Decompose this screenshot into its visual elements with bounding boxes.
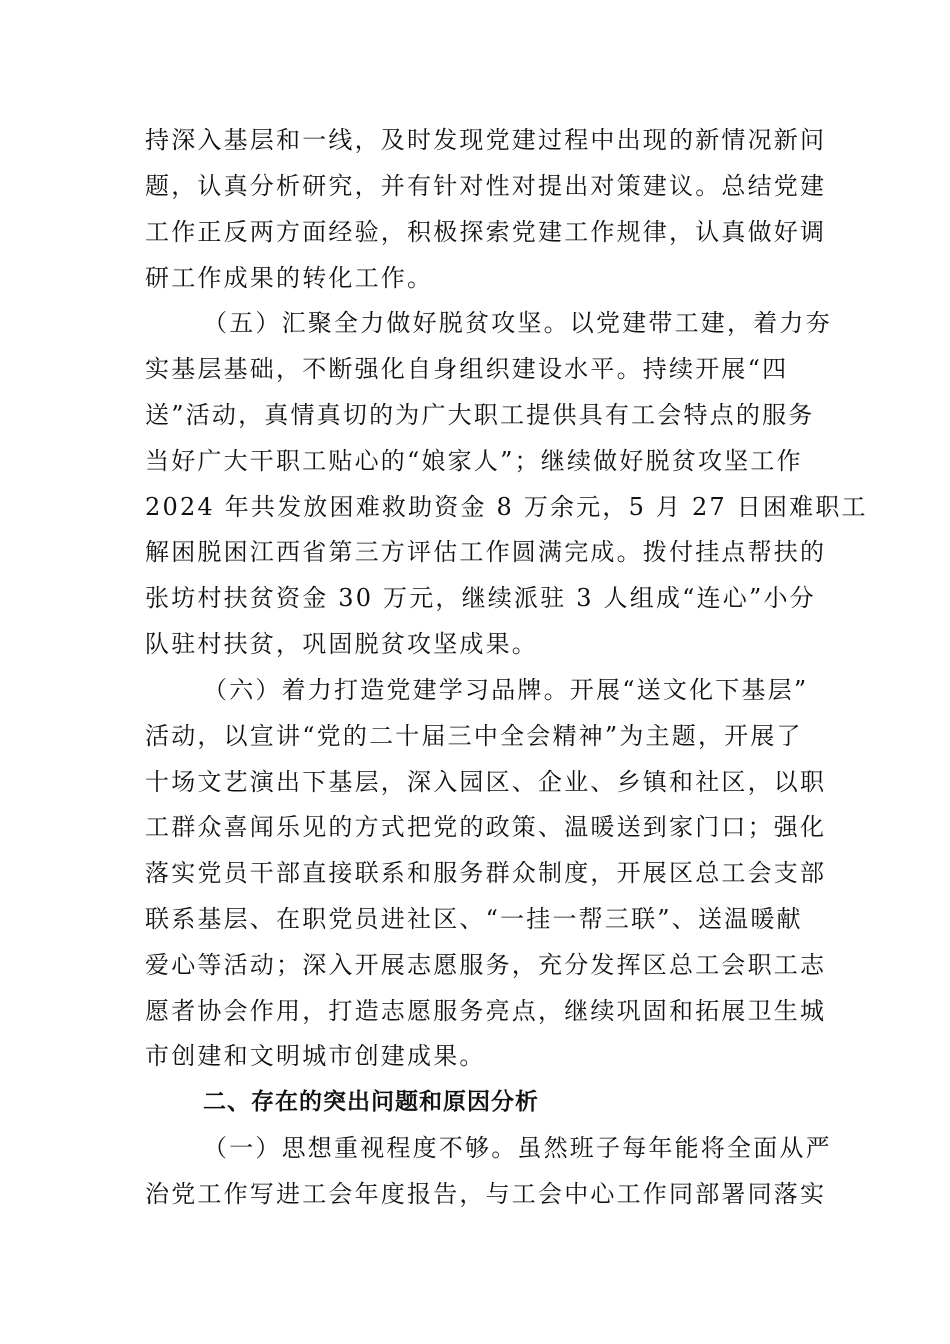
- text-line: 2024 年共发放困难救助资金 8 万余元，5 月 27 日困难职工: [145, 493, 868, 521]
- text-line: 题，认真分析研究，并有针对性对提出对策建议。总结党建: [145, 172, 827, 200]
- text-line: 工群众喜闻乐见的方式把党的政策、温暖送到家门口；强化: [145, 813, 827, 841]
- text-line: 爱心等活动；深入开展志愿服务，充分发挥区总工会职工志: [145, 951, 827, 979]
- text-line: 落实党员干部直接联系和服务群众制度，开展区总工会支部: [145, 859, 827, 887]
- section-five-first-line: （五）汇聚全力做好脱贫攻坚。以党建带工建，着力夯: [203, 309, 832, 337]
- text-line: 当好广大干职工贴心的“娘家人”；继续做好脱贫攻坚工作: [145, 447, 803, 475]
- section-six-first-line: （六）着力打造党建学习品牌。开展“送文化下基层”: [203, 676, 809, 704]
- text-line: 送”活动，真情真切的为广大职工提供具有工会特点的服务: [145, 401, 815, 429]
- text-line: 活动，以宣讲“党的二十届三中全会精神”为主题，开展了: [145, 722, 803, 750]
- text-line: 研工作成果的转化工作。: [145, 264, 434, 292]
- text-line: 队驻村扶贫，巩固脱贫攻坚成果。: [145, 630, 538, 658]
- text-line: 实基层基础，不断强化自身组织建设水平。持续开展“四: [145, 355, 789, 383]
- text-line: 十场文艺演出下基层，深入园区、企业、乡镇和社区，以职: [145, 768, 827, 796]
- subsection-one-first-line: （一）思想重视程度不够。虽然班子每年能将全面从严: [203, 1134, 832, 1162]
- text-line: 工作正反两方面经验，积极探索党建工作规律，认真做好调: [145, 218, 827, 246]
- text-line: 持深入基层和一线，及时发现党建过程中出现的新情况新问: [145, 126, 827, 154]
- text-line: 解困脱困江西省第三方评估工作圆满完成。拨付挂点帮扶的: [145, 538, 827, 566]
- text-line: 市创建和文明城市创建成果。: [145, 1042, 486, 1070]
- text-line: 愿者协会作用，打造志愿服务亮点，继续巩固和拓展卫生城: [145, 997, 827, 1025]
- text-line: 联系基层、在职党员进社区、“一挂一帮三联”、送温暖献: [145, 905, 803, 933]
- section-heading: 二、存在的突出问题和原因分析: [203, 1089, 539, 1115]
- text-line: 张坊村扶贫资金 30 万元，继续派驻 3 人组成“连心”小分: [145, 584, 816, 612]
- text-line: 治党工作写进工会年度报告，与工会中心工作同部署同落实: [145, 1180, 827, 1208]
